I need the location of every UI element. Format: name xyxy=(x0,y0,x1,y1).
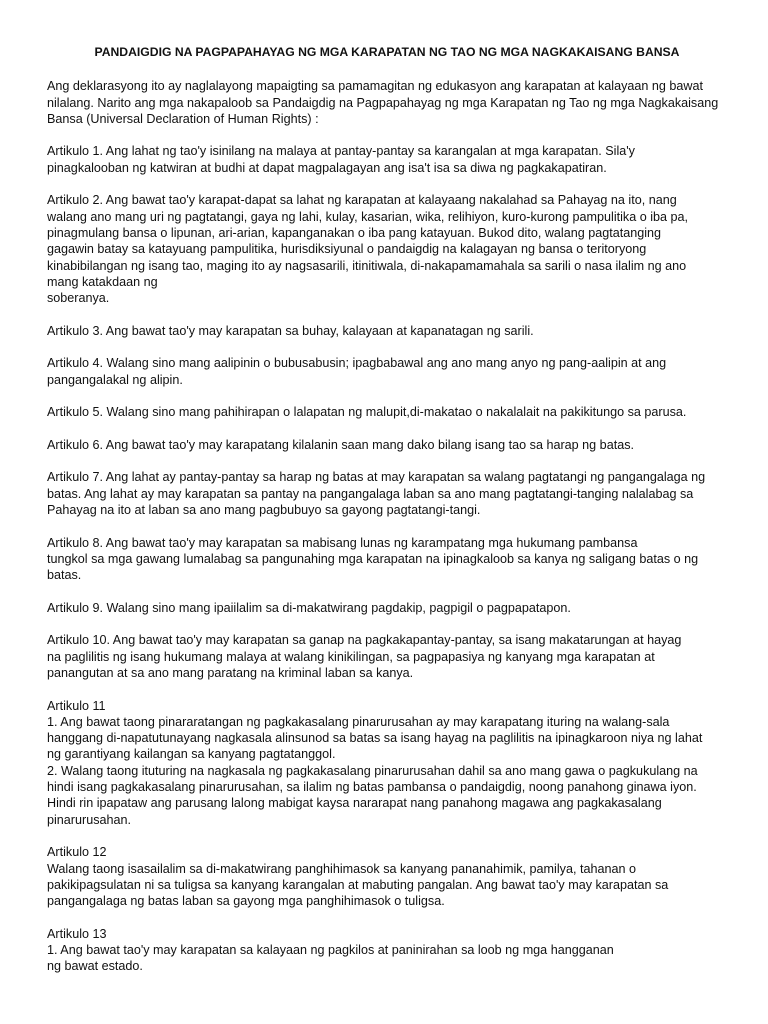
article-12: Artikulo 12 Walang taong isasailalim sa di-makatwirang panghihimasok sa kanyang pananahimik, pamilya, tahanan o pakikipagsulatan ni sa tuligsa sa kanyang karangalan at mabuting pangalan. Ang bawat tao'y may karapatan sa pangangalaga ng batas laban sa gayong mga panghihimasok o tuligsa. xyxy=(47,845,669,909)
article-13: Artikulo 13 1. Ang bawat tao'y may karapatan sa kalayaan ng pagkilos at paninirahan sa loob ng mga hangganan ng bawat estado. xyxy=(47,926,614,974)
article-1: Artikulo 1. Ang lahat ng tao'y isinilang na malaya at pantay-pantay sa karangalan at mga karapatan. Sila'y pinagkalooban ng katwiran at budhi at dapat magpalagayan ang isa't isa sa diwa ng pagkakapatiran. xyxy=(47,144,635,175)
document-title: PANDAIGDIG NA PAGPAPAHAYAG NG MGA KARAPATAN NG TAO NG MGA NAGKAKAISANG BANSA xyxy=(94,45,680,59)
article-2: Artikulo 2. Ang bawat tao'y karapat-dapat sa lahat ng karapatan at kalayaang nakalahad sa Pahayag na ito, nang walang ano mang uri ng pagtatangi, gaya ng lahi, kulay, kasarian, wika, relihiyon, kuro-kurong pampulitika o iba pa, pinagmulang bansa o lipunan, ari-arian, kapanganakan o iba pang katayuan. Bukod dito, walang pagtatanging gagawin batay sa katayuang pampulitika, hurisdiksiyunal o pandaigdig na kalagayan ng bansa o teritoryong kinabibilangan ng isang tao, maging ito ay nagsasarili, itinitiwala, di-nakapamamahala sa sarili o nasa ilalim ng ano mang katakdaan ng soberanya. xyxy=(47,193,689,306)
article-7: Artikulo 7. Ang lahat ay pantay-pantay sa harap ng batas at may karapatan sa walang pagtatangi ng pangangalaga ng batas. Ang lahat ay may karapatan sa pantay na pangangalaga laban sa ano mang pagtatangi-tanging nalalabag sa Pahayag na ito at laban sa ano mang pagbubuyo sa gayong pagtatangi-tangi. xyxy=(47,470,706,518)
article-11: Artikulo 11 1. Ang bawat taong pinararatangan ng pagkakasalang pinarurusahan ay may karapatang ituring na walang-sala hanggang di-napatutunayang nagkasala alinsunod sa batas sa isang hayag na paglilitis na ipinagkaroon niya ng lahat ng garantiyang kailangan sa kanyang pagtatanggol. 2. Walang taong ituturing na nagkasala ng pagkakasalang pinarurusahan dahil sa ano mang gawa o pagkukulang na hindi isang pagkakasalang pinarurusahan, sa ilalim ng batas pambansa o pandaigdig, noong panahong ginawa iyon. Hindi rin ipapataw ang parusang lalong mabigat kaysa nararapat nang panahong magawa ang pagkakasalang pinarurusahan. xyxy=(47,698,703,827)
article-8: Artikulo 8. Ang bawat tao'y may karapatan sa mabisang lunas ng karampatang mga hukumang pambansa tungkol sa mga gawang lumalabag sa pangunahing mga karapatan na ipinagkaloob sa kanya ng saligang batas o ng batas. xyxy=(47,535,699,583)
intro-paragraph: Ang deklarasyong ito ay naglalayong mapaigting sa pamamagitan ng edukasyon ang karapatan at kalayaan ng bawat nilalang. Narito ang mga nakapaloob sa Pandaigdig na Pagpapahayag ng mga Karapatan ng Tao ng mga Nagkakaisang Bansa (Universal Declaration of Human Rights) : xyxy=(47,79,719,126)
article-4: Artikulo 4. Walang sino mang aalipinin o bubusabusin; ipagbabawal ang ano mang anyo ng pang-aalipin at ang pangangalakal ng alipin. xyxy=(47,356,667,387)
article-5: Artikulo 5. Walang sino mang pahihirapan o lalapatan ng malupit,di-makatao o nakalalait na pakikitungo sa parusa. xyxy=(47,405,687,420)
document-page xyxy=(47,44,727,991)
article-3: Artikulo 3. Ang bawat tao'y may karapatan sa buhay, kalayaan at kapanatagan ng sarili. xyxy=(47,323,534,338)
article-9: Artikulo 9. Walang sino mang ipaiilalim sa di-makatwirang pagdakip, pagpigil o pagpapatapon. xyxy=(47,600,571,615)
article-10: Artikulo 10. Ang bawat tao'y may karapatan sa ganap na pagkakapantay-pantay, sa isang makatarungan at hayag na paglilitis ng isang hukumang malaya at walang kinikilingan, sa pagpapasiya ng kanyang mga karapatan at panangutan at sa ano mang paratang na kriminal laban sa kanya. xyxy=(47,633,682,680)
article-6: Artikulo 6. Ang bawat tao'y may karapatang kilalanin saan mang dako bilang isang tao sa harap ng batas. xyxy=(47,437,634,452)
